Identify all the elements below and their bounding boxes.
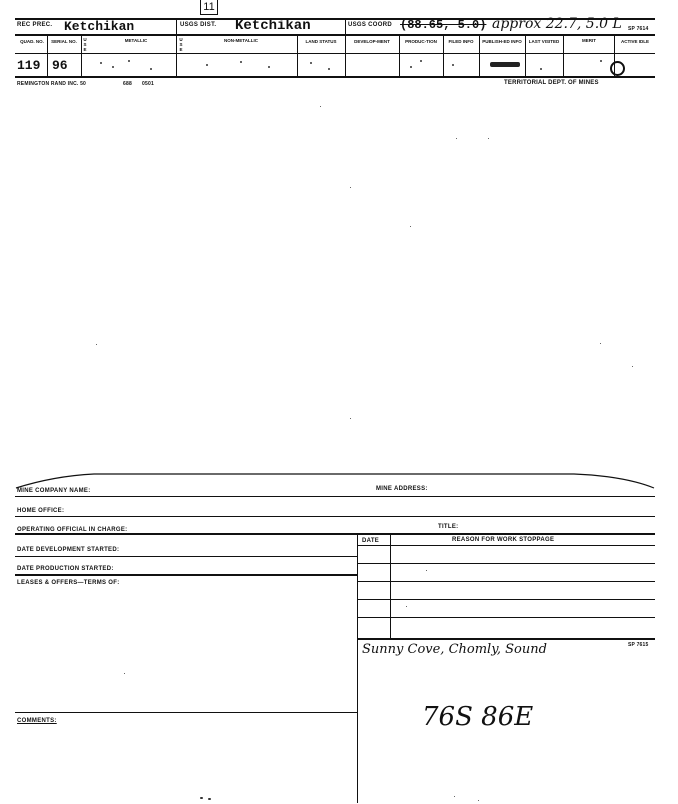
col-development: DEVELOP-MENT: [354, 39, 390, 44]
date-production-started-label: DATE PRODUCTION STARTED:: [17, 566, 114, 572]
usgs-dist-value: Ketchikan: [235, 18, 311, 34]
card-top-curve: [14, 470, 656, 490]
col-production: PRODUC-TION: [405, 39, 437, 44]
col-serial-no: SERIAL NO.: [51, 39, 77, 44]
leases-offers-label: LEASES & OFFERS—TERMS OF:: [17, 580, 120, 586]
usgs-coord-label: USGS COORD: [348, 22, 393, 28]
top-form-code: SP 7614: [628, 26, 649, 32]
title-label: TITLE:: [438, 524, 459, 530]
bottom-form-code: SP 7615: [628, 642, 649, 648]
top-footer-code-2: 0501: [142, 81, 154, 87]
col-metallic: METALLIC: [124, 38, 148, 43]
rec-prec-label: REC PREC.: [17, 22, 53, 28]
mine-address-label: MINE ADDRESS:: [376, 486, 428, 492]
date-development-started-label: DATE DEVELOPMENT STARTED:: [17, 547, 120, 553]
top-footer-code-1: 688: [123, 81, 132, 87]
row-serial-value: 96: [52, 58, 68, 73]
col-published-info: PUBLISH-ED INFO: [482, 39, 522, 44]
col-use-left: U S E: [83, 37, 87, 52]
usgs-dist-label: USGS DIST.: [180, 22, 217, 28]
col-last-visited: LAST VISITED: [528, 39, 560, 44]
comments-label: COMMENTS:: [17, 718, 57, 724]
col-filed-info: FILED INFO: [448, 39, 474, 44]
rec-prec-value: Ketchikan: [64, 19, 135, 34]
col-active-idle: ACTIVE IDLE: [620, 39, 649, 44]
col-quad-no: QUAD. NO.: [20, 39, 44, 44]
handwritten-number: 76S 86E: [422, 702, 534, 732]
mine-company-name-label: MINE COMPANY NAME:: [17, 488, 91, 494]
coord-handwritten: approx 22.7, 5.0 L: [492, 16, 622, 32]
col-non-metallic: NON-METALLIC: [224, 38, 258, 43]
col-use-right: U S E: [179, 37, 183, 52]
date-column-label: DATE: [362, 538, 380, 544]
top-footer-right: TERRITORIAL DEPT. OF MINES: [504, 80, 599, 86]
col-merit: MERIT: [582, 38, 596, 43]
col-land-status: LAND STATUS: [305, 39, 337, 44]
home-office-label: HOME OFFICE:: [17, 508, 65, 514]
top-footer-left: REMINGTON RAND INC. 50: [17, 81, 87, 87]
reason-column-label: REASON FOR WORK STOPPAGE: [452, 537, 555, 543]
page-mark: 11: [200, 0, 218, 15]
handwritten-location: Sunny Cove, Chomly, Sound: [362, 642, 547, 657]
coord-struck-value: (88.65, 5.0): [400, 18, 487, 32]
active-idle-circle: [610, 61, 625, 76]
operating-official-label: OPERATING OFFICIAL IN CHARGE:: [17, 527, 128, 533]
row-quad-value: 119: [17, 58, 41, 73]
